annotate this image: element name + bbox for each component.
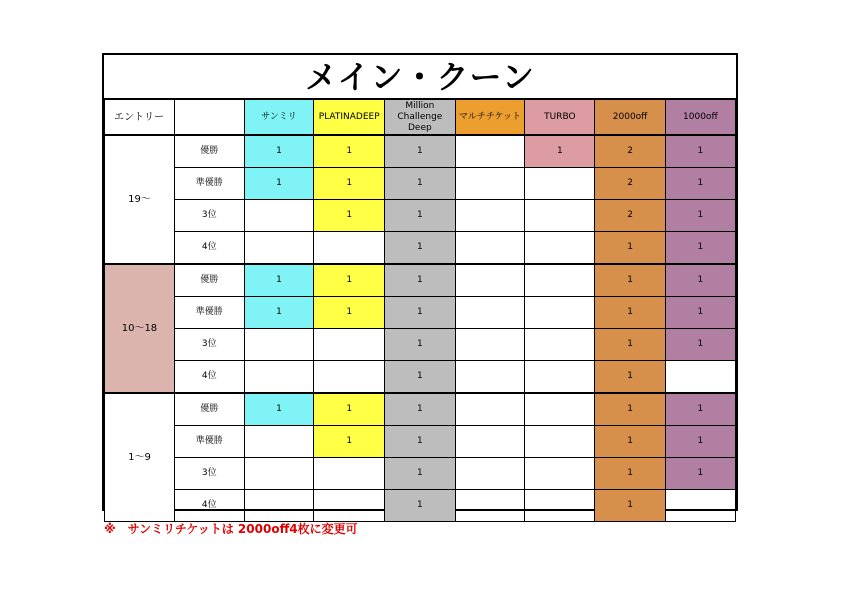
table-row xyxy=(105,168,736,200)
place-label: 3位 xyxy=(174,458,244,490)
column-header: 2000off xyxy=(595,100,665,136)
place-label: 準優勝 xyxy=(174,168,244,200)
prize-cell xyxy=(455,426,525,458)
prize-table-sheet xyxy=(102,53,738,511)
prize-cell xyxy=(455,458,525,490)
exchange-note: ※ サンミリチケットは 2000off4枚に変更可 xyxy=(104,522,358,536)
prize-cell: 1 xyxy=(525,135,595,168)
prize-cell: 1 xyxy=(665,426,735,458)
prize-cell xyxy=(314,458,385,490)
table-row xyxy=(105,490,736,522)
table-row xyxy=(105,232,736,265)
prize-cell: 1 xyxy=(314,264,385,297)
place-label: 準優勝 xyxy=(174,426,244,458)
prize-cell xyxy=(525,297,595,329)
prize-cell: 1 xyxy=(314,168,385,200)
prize-cell xyxy=(525,490,595,522)
prize-cell: 1 xyxy=(314,135,385,168)
prize-cell xyxy=(244,426,314,458)
prize-cell xyxy=(455,168,525,200)
prize-cell xyxy=(455,297,525,329)
prize-cell: 1 xyxy=(244,393,314,426)
prize-cell xyxy=(665,490,735,522)
entry-group-label: 1～9 xyxy=(105,393,175,522)
place-label: 3位 xyxy=(174,200,244,232)
prize-cell: 1 xyxy=(385,135,455,168)
prize-cell: 1 xyxy=(595,458,665,490)
prize-cell xyxy=(314,490,385,522)
table-row xyxy=(105,361,736,394)
prize-cell xyxy=(455,264,525,297)
prize-cell: 1 xyxy=(595,297,665,329)
prize-cell: 1 xyxy=(665,232,735,265)
prize-cell: 1 xyxy=(595,426,665,458)
prize-cell: 1 xyxy=(595,329,665,361)
prize-cell xyxy=(455,361,525,394)
prize-cell: 1 xyxy=(385,393,455,426)
prize-cell xyxy=(244,200,314,232)
prize-cell: 1 xyxy=(385,361,455,394)
prize-cell: 1 xyxy=(385,168,455,200)
prize-cell: 1 xyxy=(385,200,455,232)
prize-cell xyxy=(244,361,314,394)
header-row xyxy=(105,100,736,136)
entry-group-label: 10～18 xyxy=(105,264,175,393)
prize-cell: 1 xyxy=(385,329,455,361)
table-row xyxy=(105,297,736,329)
prize-cell: 1 xyxy=(314,426,385,458)
prize-cell xyxy=(244,490,314,522)
prize-cell: 1 xyxy=(595,393,665,426)
column-header: マルチチケット xyxy=(455,100,525,136)
prize-cell xyxy=(314,232,385,265)
prize-cell: 1 xyxy=(314,297,385,329)
prize-cell: 1 xyxy=(385,426,455,458)
table-row xyxy=(105,393,736,426)
prize-cell xyxy=(665,361,735,394)
prize-cell: 1 xyxy=(595,264,665,297)
place-label: 4位 xyxy=(174,361,244,394)
prize-cell: 1 xyxy=(244,168,314,200)
prize-cell: 1 xyxy=(385,490,455,522)
prize-cell: 1 xyxy=(314,200,385,232)
table-row xyxy=(105,264,736,297)
prize-cell: 1 xyxy=(385,264,455,297)
prize-cell: 2 xyxy=(595,200,665,232)
table-row xyxy=(105,426,736,458)
prize-cell xyxy=(244,329,314,361)
prize-cell: 1 xyxy=(665,393,735,426)
prize-cell xyxy=(525,168,595,200)
prize-cell: 1 xyxy=(665,135,735,168)
prize-cell: 1 xyxy=(314,393,385,426)
prize-cell: 1 xyxy=(595,361,665,394)
prize-cell: 1 xyxy=(595,490,665,522)
prize-cell xyxy=(455,232,525,265)
prize-cell xyxy=(314,329,385,361)
prize-cell xyxy=(525,458,595,490)
prize-cell: 2 xyxy=(595,168,665,200)
place-label: 4位 xyxy=(174,232,244,265)
prize-cell: 1 xyxy=(595,232,665,265)
entry-header: エントリー xyxy=(105,100,175,136)
prize-cell: 1 xyxy=(665,168,735,200)
column-header: PLATINADEEP xyxy=(314,100,385,136)
prize-cell: 2 xyxy=(595,135,665,168)
prize-cell xyxy=(525,264,595,297)
prize-table xyxy=(104,99,736,522)
prize-cell: 1 xyxy=(385,232,455,265)
prize-cell: 1 xyxy=(244,264,314,297)
prize-cell: 1 xyxy=(665,458,735,490)
prize-cell: 1 xyxy=(665,264,735,297)
prize-cell: 1 xyxy=(665,329,735,361)
place-label: 3位 xyxy=(174,329,244,361)
prize-cell xyxy=(455,200,525,232)
place-label: 優勝 xyxy=(174,264,244,297)
prize-cell: 1 xyxy=(385,458,455,490)
prize-cell: 1 xyxy=(665,200,735,232)
prize-cell xyxy=(455,393,525,426)
prize-cell xyxy=(525,393,595,426)
prize-cell xyxy=(455,329,525,361)
prize-cell xyxy=(455,135,525,168)
prize-cell: 1 xyxy=(244,135,314,168)
place-label: 優勝 xyxy=(174,393,244,426)
table-row xyxy=(105,200,736,232)
table-row xyxy=(105,458,736,490)
prize-cell xyxy=(525,200,595,232)
entry-group-label: 19～ xyxy=(105,135,175,264)
column-header: TURBO xyxy=(525,100,595,136)
column-header: Million Challenge Deep xyxy=(385,100,455,136)
table-row xyxy=(105,329,736,361)
prize-cell xyxy=(525,426,595,458)
prize-cell xyxy=(455,490,525,522)
prize-cell xyxy=(244,232,314,265)
prize-cell: 1 xyxy=(665,297,735,329)
place-header xyxy=(174,100,244,136)
place-label: 4位 xyxy=(174,490,244,522)
place-label: 準優勝 xyxy=(174,297,244,329)
prize-cell xyxy=(314,361,385,394)
column-header: サンミリ xyxy=(244,100,314,136)
prize-cell xyxy=(244,458,314,490)
place-label: 優勝 xyxy=(174,135,244,168)
prize-cell xyxy=(525,329,595,361)
page-title: メイン・クーン xyxy=(104,55,736,99)
prize-cell xyxy=(525,232,595,265)
prize-cell: 1 xyxy=(244,297,314,329)
prize-cell: 1 xyxy=(385,297,455,329)
column-header: 1000off xyxy=(665,100,735,136)
prize-cell xyxy=(525,361,595,394)
table-row xyxy=(105,135,736,168)
